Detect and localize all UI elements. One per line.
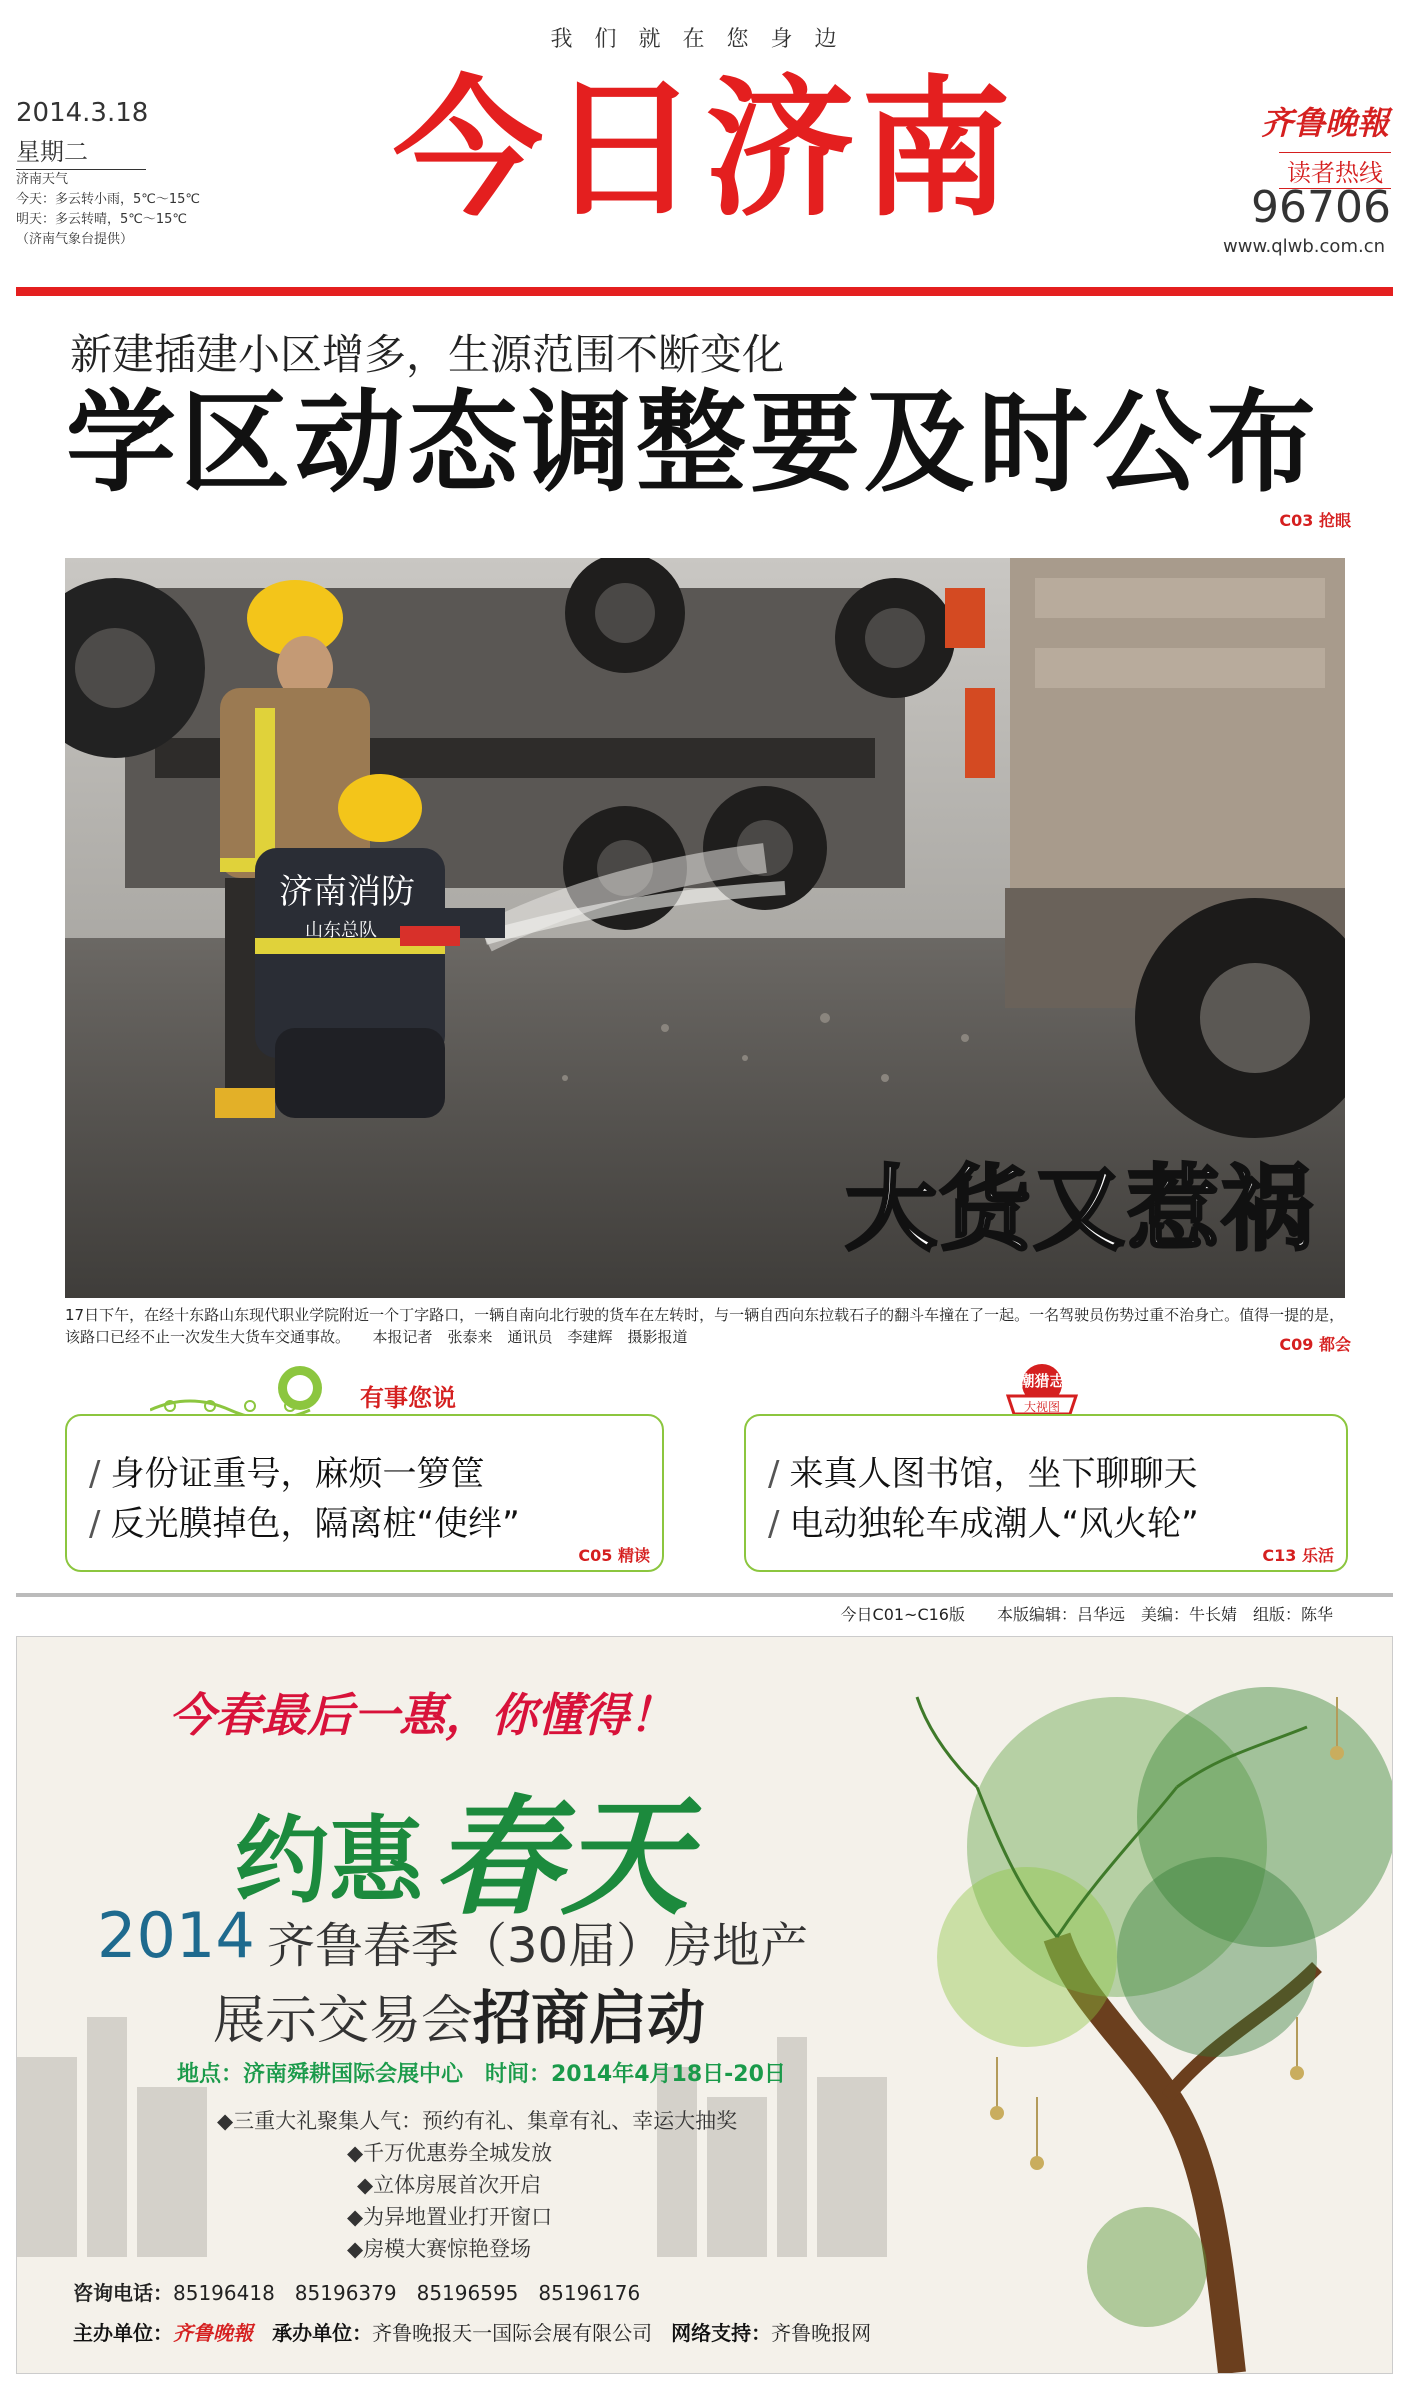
ad-event-subtitle: 展示交易会招商启动 [213, 1984, 706, 2052]
hotline-number: 96706 [1251, 182, 1391, 233]
firefighter-jacket-text-1: 济南消防 [279, 873, 415, 911]
issue-weekday: 星期二 [16, 132, 146, 170]
teaser-1-item-2[interactable]: / 反光膜掉色，隔离桩“使绊” [89, 1504, 520, 1544]
teaser-1-page-tag[interactable]: C05 精读 [578, 1546, 650, 1565]
ad-bullet: ◆为异地置业打开窗口 [347, 2205, 553, 2229]
teaser-2-item-2[interactable]: / 电动独轮车成潮人“风火轮” [768, 1504, 1199, 1544]
issue-date: 2014.3.18 [16, 98, 149, 128]
teaser-box-1 [65, 1414, 664, 1572]
weather-box [16, 170, 200, 250]
ad-contact: 咨询电话：85196418 85196379 85196595 85196176 [73, 2281, 641, 2305]
edition-credits: 今日C01~C16版 本版编辑：吕华远 美编：牛长婧 组版：陈华 [840, 1605, 1333, 1624]
website-url[interactable]: www.qlwb.com.cn [1223, 236, 1385, 257]
ad-year: 2014 [97, 1899, 255, 1972]
ad-bullet: ◆立体房展首次开启 [357, 2173, 542, 2197]
ad-venue-time: 地点：济南舜耕国际会展中心 时间：2014年4月18日-20日 [177, 2062, 786, 2087]
masthead-slogan: 我们就在您身边 [550, 27, 859, 52]
section-divider [16, 1593, 1393, 1597]
ad-bullet-list [217, 2105, 737, 2265]
accident-photo [65, 558, 1345, 1298]
ad-big-text-2: 春天 [433, 1783, 690, 1933]
photo-overlay-title: 大货又惹祸 [844, 1156, 1315, 1263]
ad-bullet: ◆房模大赛惊艳登场 [347, 2237, 532, 2261]
phone-icon [190, 1362, 232, 1404]
teaser-badge-1-label: 有事您说 [360, 1384, 456, 1412]
weather-today: 今天：多云转小雨，5℃～15℃ [16, 192, 201, 207]
ad-organizers: 主办单位：齐鲁晚報 承办单位：齐鲁晚报天一国际会展有限公司 网络支持：齐鲁晚报网 [73, 2321, 872, 2345]
newspaper-title: 今日济南 [392, 63, 1017, 237]
teaser-box-2 [744, 1414, 1348, 1572]
teaser-badge-2-bottom: 大视图 [1023, 1400, 1060, 1414]
lead-page-tag[interactable]: C03 抢眼 [1279, 511, 1351, 530]
paper-logo: 齐鲁晚報 [1260, 104, 1389, 142]
ad-host-logo: 齐鲁晚報 [173, 2321, 253, 2345]
lead-subhead: 新建插建小区增多，生源范围不断变化 [70, 330, 785, 379]
ad-bullet: ◆千万优惠券全城发放 [347, 2141, 553, 2165]
teaser-badge-2-top: 潮猎志 [1019, 1372, 1065, 1390]
lead-headline[interactable]: 学区动态调整要及时公布 [66, 379, 1320, 507]
photo-caption: 17日下午，在经十东路山东现代职业学院附近一个丁字路口，一辆自南向北行驶的货车在左转时，与一辆自西向东拉载石子的翻斗车撞在了一起。一名驾驶员伤势过重不治身亡。值得一提的是，该路口已经不止一次发生大货车交通事故。 本报记者 张泰来 通讯员 李建辉 摄影报道 [65, 1306, 1345, 1346]
teaser-2-page-tag[interactable]: C13 乐活 [1262, 1546, 1334, 1565]
masthead-divider [16, 287, 1393, 296]
weather-tomorrow: 明天：多云转晴，5℃～15℃ [16, 212, 188, 227]
weather-title: 济南天气 [16, 172, 69, 187]
ad-bullet: ◆三重大礼聚集人气：预约有礼、集章有礼、幸运大抽奖 [217, 2109, 738, 2133]
teaser-1-item-1[interactable]: / 身份证重号，麻烦一箩筐 [89, 1454, 485, 1494]
ad-event-title: 齐鲁春季（30届）房地产 [267, 1918, 809, 1974]
firefighter-jacket-text-2: 山东总队 [305, 920, 377, 940]
real-estate-ad[interactable] [16, 1636, 1393, 2374]
hotline-label: 读者热线 [1279, 152, 1391, 189]
ad-big-text-1: 约惠 [235, 1807, 424, 1916]
photo-page-tag[interactable]: C09 都会 [1279, 1335, 1351, 1354]
weather-source: （济南气象台提供） [16, 232, 134, 247]
ad-tagline: 今春最后一惠，你懂得！ [169, 1688, 675, 1742]
teaser-2-item-1[interactable]: / 来真人图书馆，坐下聊聊天 [768, 1454, 1198, 1494]
